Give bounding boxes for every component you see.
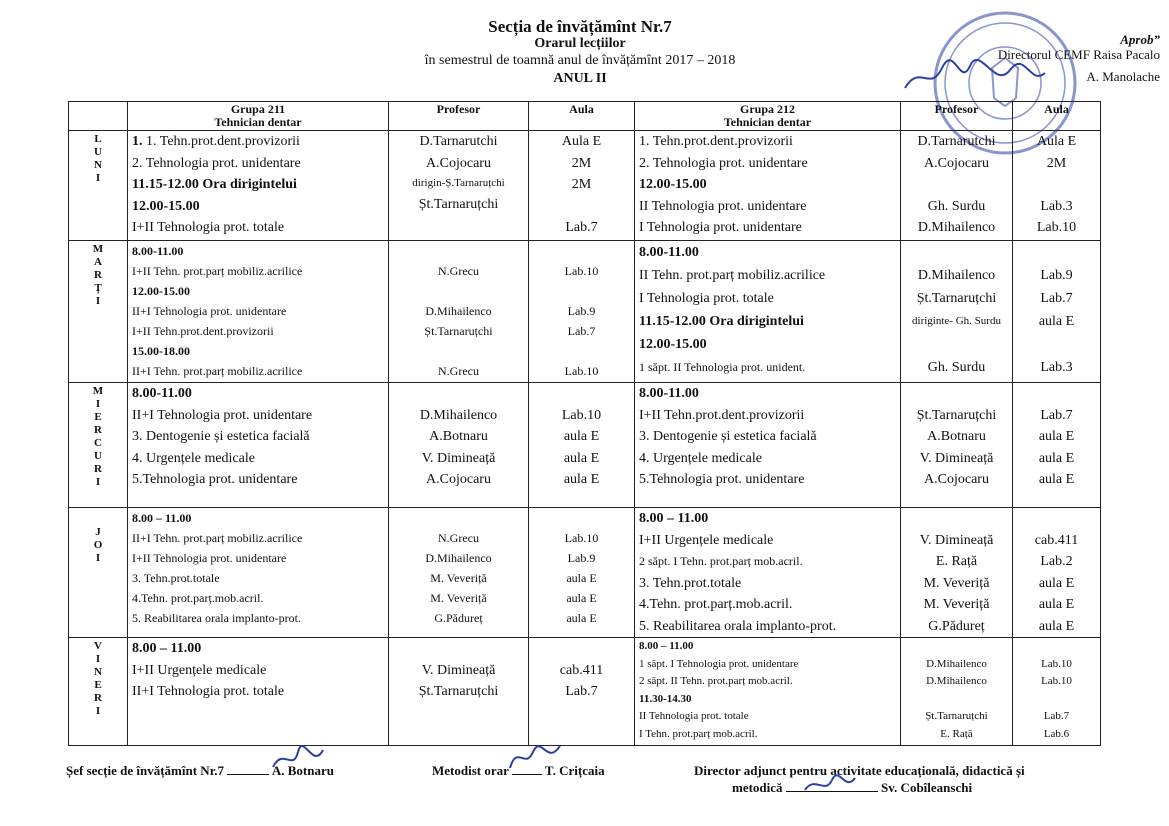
director-adjunct-signature (800, 770, 860, 800)
day-cell: J O I (69, 508, 128, 638)
director-label-2: metodică (732, 780, 783, 795)
group-211-teachers: N.Grecu D.Mihailenco Șt.Tarnaruțchi N.Grecu (389, 241, 529, 383)
group-212-rooms: Aula E 2M Lab.3 Lab.10 (1013, 131, 1101, 241)
metodist-name: T. Crițcaia (544, 763, 605, 778)
director-line: Directorul CEMF Raisa Pacalo (997, 47, 1160, 62)
schedule-table (68, 101, 1101, 746)
group-211-teachers: D.Tarnarutchi A.Cojocaru dirigin-Ș.Tarnaruțchi Șt.Tarnaruțchi (389, 131, 529, 241)
director-name: Sv. Cobîleanschi (881, 780, 973, 795)
group-212-lessons: 8.00 – 11.00 I+II Urgențele medicale 2 săpt. I Tehn. prot.parț mob.acril. 3. Tehn.prot.totale 4.Tehn. prot.parț.mob.acril. 5. Reabilitarea orala implanto-prot. (635, 508, 901, 638)
group-211-teachers: V. Dimineață Șt.Tarnaruțchi (389, 638, 529, 746)
group-212-rooms: Lab.7 aula E aula E aula E (1013, 383, 1101, 508)
table-header-row (69, 102, 1101, 131)
director-label: Director adjunct pentru activitate educațională, didactică și (694, 763, 1025, 778)
group-212-lessons: 8.00-11.00 I+II Tehn.prot.dent.provizorii 3. Dentogenie și estetica facială 4. Urgențele medicale 5.Tehnologia prot. unidentare (635, 383, 901, 508)
group-211-rooms: Lab.10 aula E aula E aula E (529, 383, 635, 508)
group-211-lessons: 8.00 – 11.00 I+II Urgențele medicale II+I Tehnologia prot. totale (128, 638, 389, 746)
schedule-title: Orarul lecțiilor (534, 36, 626, 51)
group-211-teachers: D.Mihailenco A.Botnaru V. Dimineață A.Cojocaru (389, 383, 529, 508)
table-row-luni (69, 131, 1101, 241)
metodist-label: Metodist orar (432, 763, 509, 778)
day-cell: M A R Ț I (69, 241, 128, 383)
aula-header: Aula (1013, 102, 1101, 131)
document-header (330, 18, 830, 87)
group-211-header: Grupa 211 Tehnician dentar (128, 102, 389, 131)
semester-line: în semestrul de toamnă anul de învățămînt 2017 – 2018 (424, 53, 736, 68)
group-212-rooms: Lab.9 Lab.7 aula E Lab.3 (1013, 241, 1101, 383)
table-row-vineri (69, 638, 1101, 746)
group-211-lessons: 8.00-11.00 I+II Tehn. prot.parț mobiliz.acrilice 12.00-15.00 II+I Tehnologia prot. unidentare I+II Tehn.prot.dent.provizorii 15.00-18.00 II+I Tehn. prot.parț mobiliz.acrilice (128, 241, 389, 383)
group-211-teachers: N.Grecu D.Mihailenco M. Veveriță M. Veveriță G.Pădureț (389, 508, 529, 638)
table-row-miercuri (69, 383, 1101, 508)
sef-label: Șef secție de învățămînt Nr.7 (66, 763, 225, 778)
director-signature (900, 58, 1050, 98)
department-title: Secția de învățămînt Nr.7 (488, 17, 672, 36)
day-cell: L U N I (69, 131, 128, 241)
group-212-teachers: D.Tarnarutchi A.Cojocaru Gh. Surdu D.Mihailenco (901, 131, 1013, 241)
group-212-lessons: 1. Tehn.prot.dent.provizorii 2. Tehnologia prot. unidentare 12.00-15.00 II Tehnologia prot. unidentare I Tehnologia prot. unidentare (635, 131, 901, 241)
group-211-rooms: Aula E 2M 2M Lab.7 (529, 131, 635, 241)
group-212-teachers: V. Dimineață E. Rață M. Veveriță M. Veveriță G.Pădureț (901, 508, 1013, 638)
metodist-signature (505, 740, 565, 775)
group-211-lessons: 8.00 – 11.00 II+I Tehn. prot.parț mobiliz.acrilice I+II Tehnologia prot. unidentare 3. Tehn.prot.totale 4.Tehn. prot.parț.mob.acril. 5. Reabilitarea orala implanto-prot. (128, 508, 389, 638)
sef-signature (268, 742, 328, 777)
group-212-teachers: D.Mihailenco Șt.Tarnaruțchi diriginte- Gh. Surdu Gh. Surdu (901, 241, 1013, 383)
profesor-header: Profesor (389, 102, 529, 131)
group-212-teachers: Șt.Tarnaruțchi A.Botnaru V. Dimineață A.Cojocaru (901, 383, 1013, 508)
group-212-teachers: D.Mihailenco D.Mihailenco Șt.Tarnaruțchi E. Rață (901, 638, 1013, 746)
group-211-rooms: cab.411 Lab.7 (529, 638, 635, 746)
day-cell: M I E R C U R I (69, 383, 128, 508)
group-212-rooms: cab.411 Lab.2 aula E aula E aula E (1013, 508, 1101, 638)
group-211-lessons: 8.00-11.00 II+I Tehnologia prot. unidentare 3. Dentogenie și estetica facială 4. Urgențele medicale 5.Tehnologia prot. unidentare (128, 383, 389, 508)
group-212-header: Grupa 212 Tehnician dentar (635, 102, 901, 131)
group-211-rooms: Lab.10 Lab.9 aula E aula E aula E (529, 508, 635, 638)
profesor-header: Profesor (901, 102, 1013, 131)
sef-name: A. Botnaru (271, 763, 334, 778)
day-cell: V I N E R I (69, 638, 128, 746)
group-211-lessons: 1. 1. Tehn.prot.dent.provizorii 2. Tehnologia prot. unidentare 11.15-12.00 Ora dirigintelui 12.00-15.00 I+II Tehnologia prot. totale (128, 131, 389, 241)
table-row-marti (69, 241, 1101, 383)
table-row-joi (69, 508, 1101, 638)
group-211-rooms: Lab.10 Lab.9 Lab.7 Lab.10 (529, 241, 635, 383)
approval-label: Aprob” (1120, 32, 1160, 47)
group-212-rooms: Lab.10 Lab.10 Lab.7 Lab.6 (1013, 638, 1101, 746)
aula-header: Aula (529, 102, 635, 131)
group-212-lessons: 8.00-11.00 II Tehn. prot.parț mobiliz.acrilice I Tehnologia prot. totale 11.15-12.00 Ora dirigintelui 12.00-15.00 1 săpt. II Tehnologia prot. unident. (635, 241, 901, 383)
corner-cell (69, 102, 128, 131)
year-line: ANUL II (553, 71, 607, 86)
director-signature-name: A. Manolache (1086, 69, 1160, 84)
group-212-lessons: 8.00 – 11.00 1 săpt. I Tehnologia prot. unidentare 2 săpt. II Tehn. prot.parț mob.acril. 11.30-14.30 II Tehnologia prot. totale I Tehn. prot.parț mob.acril. (635, 638, 901, 746)
